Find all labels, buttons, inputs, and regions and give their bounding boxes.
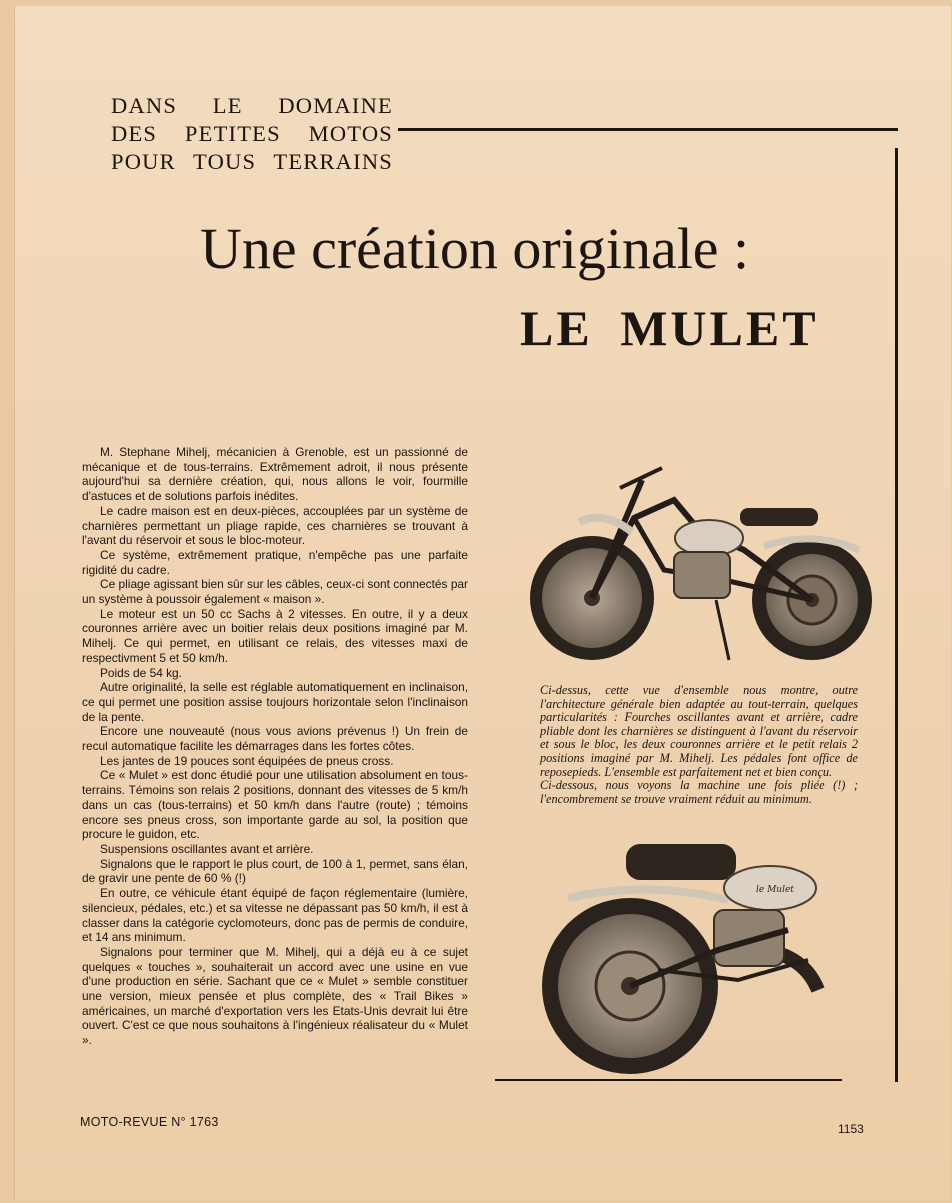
body-paragraph: M. Stephane Mihelj, mécanicien à Grenoble, est un passionné de mécanique et de tous-terrains. Extrêmement adroit, il nous présente aujourd'hui sa dernière création, qui, nous allons le voir, fourmille d'astuces et de solutions parfois inédites.	[82, 445, 468, 504]
body-paragraph: Encore une nouveauté (nous vous avions prévenus !) Un frein de recul automatique facilite les démarrages dans les fortes côtes.	[82, 724, 468, 754]
photo-caption	[540, 684, 858, 806]
tank-label: le Mulet	[756, 885, 794, 895]
caption-paragraph: Ci-dessus, cette vue d'ensemble nous montre, outre l'architecture générale bien adaptée au tout-terrain, quelques particularités : Fourches oscillantes avant et arrière, cadre pliable dont les charnières se distinguent à l'avant du réservoir et sous le bloc, les deux couronnes arrière et le petit relais 2 positions imaginé par M. Mihelj. Les pédales font office de reposepieds. L'ensemble est parfaitement net et bien conçu.	[540, 683, 858, 779]
body-paragraph: Signalons que le rapport le plus court, de 100 à 1, permet, sans élan, de gravir une pente de 60 % (!)	[82, 856, 468, 886]
frame-rule-right	[895, 148, 898, 1082]
body-paragraph: En outre, ce véhicule étant équipé de façon réglementaire (lumière, silencieux, pédales, etc.) et sa vitesse ne dépassant pas 50 km/h, il est à classer dans la catégorie cyclomoteurs, donc pas de permis de conduire, et 14 ans minimum.	[82, 886, 468, 945]
body-paragraph: Le cadre maison est en deux-pièces, accouplées par un système de charnières permettant un pliage rapide, ces charnières se trouvant à l'avant du réservoir et sous le bloc-moteur.	[82, 503, 468, 548]
body-paragraph: Signalons pour terminer que M. Mihelj, qui a déjà eu à ce sujet quelques « touches », souhaiterait un accord avec une usine en vue d'une production en série. Sachant que ce « Mulet » semble constituer une version, mieux pensée et plus complète, des « Trail Bikes » américaines, un marché d'exportation vers les Etats-Unis devrait lui être ouvert. C'est ce que nous souhaitons à l'ingénieux réalisateur du « Mulet ».	[82, 944, 468, 1048]
body-paragraph: Les jantes de 19 pouces sont équipées de pneus cross.	[100, 753, 394, 768]
kicker-heading	[111, 92, 393, 176]
frame-rule-top	[398, 128, 898, 131]
caption-paragraph: Ci-dessous, nous voyons la machine une fois pliée (!) ; l'encombrement se trouve vraiment réduit au minimum.	[540, 778, 858, 806]
body-paragraph: Poids de 54 kg.	[100, 665, 182, 680]
motorcycle-side-photo	[524, 460, 876, 670]
article-subtitle: LE MULET	[520, 300, 819, 356]
body-paragraph: Suspensions oscillantes avant et arrière.	[100, 841, 314, 856]
kicker-line: DANS LE DOMAINE	[111, 93, 393, 118]
body-paragraph: Ce « Mulet » est donc étudié pour une utilisation absolument en tous-terrains. Témoins son relais 2 positions, donnant des vitesses de 5 km/h dans un cas (tous-terrains) et 50 km/h dans l'autre (route) ; témoins encore ses pneus cross, son importante garde au sol, la position que procure le guidon, etc.	[82, 768, 468, 842]
body-paragraph: Ce pliage agissant bien sûr sur les câbles, ceux-ci sont connectés par un système à poussoir également « maison ».	[82, 577, 468, 607]
motorcycle-folded-photo	[538, 840, 838, 1076]
frame-rule-bottom	[495, 1079, 842, 1081]
body-paragraph: Le moteur est un 50 cc Sachs à 2 vitesses. En outre, il y a deux couronnes arrière avec un boitier relais deux positions imaginé par M. Mihelj. Ce qui permet, en utilisant ce relais, des vitesses maxi de respectivment 5 et 50 km/h.	[82, 606, 468, 665]
article-body	[82, 445, 468, 1048]
kicker-line: POUR TOUS TERRAINS	[111, 149, 393, 174]
body-paragraph: Autre originalité, la selle est réglable automatiquement en inclinaison, ce qui permet une position assise toujours horizontale selon l'inclinaison de la pente.	[82, 680, 468, 724]
footer-magazine-issue: MOTO-REVUE N° 1763	[80, 1115, 219, 1129]
kicker-line: DES PETITES MOTOS	[111, 121, 393, 146]
article-title: Une création originale :	[200, 216, 750, 281]
page-number: 1153	[838, 1122, 864, 1136]
body-paragraph: Ce système, extrêmement pratique, n'empêche pas une parfaite rigidité du cadre.	[82, 547, 468, 577]
